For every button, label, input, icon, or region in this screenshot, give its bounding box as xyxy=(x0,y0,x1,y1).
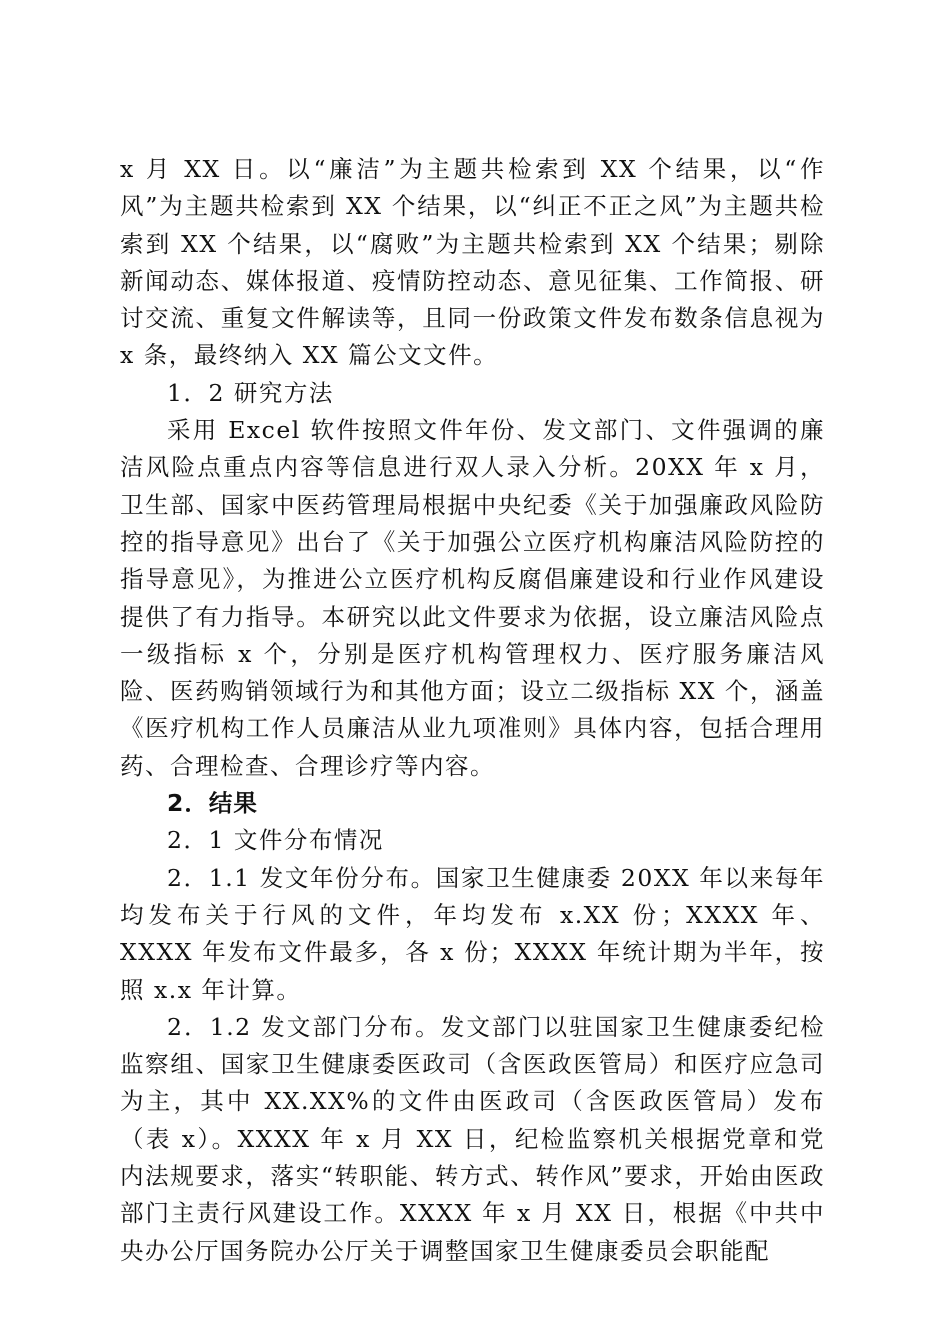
paragraph-search-results: x 月 XX 日。以“廉洁”为主题共检索到 XX 个结果，以“作风”为主题共检索到 XX 个结果，以“纠正不正之风”为主题共检索到 XX 个结果，以“腐败”为主题共检索到 XX 个结果；剔除新闻动态、媒体报道、疫情防控动态、意见征集、工作简报、研讨交流、重复文件解读等，且同一份政策文件发布数条信息视为 x 条，最终纳入 XX 篇公文文件。 xyxy=(120,155,825,370)
paragraph-department-distribution: 2．1.2 发文部门分布。发文部门以驻国家卫生健康委纪检监察组、国家卫生健康委医政司（含医政医管局）和医疗应急司为主，其中 XX.XX%的文件由医政司（含医政医管局）发布（表 x）。XXXX 年 x 月 XX 日，纪检监察机关根据党章和党内法规要求，落实“转职能、转方式、转作风”要求，开始由医政部门主责行风建设工作。XXXX 年 x 月 XX 日，根据《中共中央办公厅国务院办公厅关于调整国家卫生健康委员会职能配 xyxy=(120,1012,825,1265)
document-body xyxy=(120,151,825,1270)
paragraph-year-distribution: 2．1.1 发文年份分布。国家卫生健康委 20XX 年以来每年均发布关于行风的文件，年均发布 x.XX 份；XXXX 年、XXXX 年发布文件最多，各 x 份；XXXX 年统计期为半年，按照 x.x 年计算。 xyxy=(120,863,825,1004)
paragraph-research-methods: 采用 Excel 软件按照文件年份、发文部门、文件强调的廉洁风险点重点内容等信息进行双人录入分析。20XX 年 x 月，卫生部、国家中医药管理局根据中央纪委《关于加强廉政风险防控的指导意见》出台了《关于加强公立医疗机构廉洁风险防控的指导意见》，为推进公立医疗机构反腐倡廉建设和行业作风建设提供了有力指导。本研究以此文件要求为依据，设立廉洁风险点一级指标 x 个，分别是医疗机构管理权力、医疗服务廉洁风险、医药购销领域行为和其他方面；设立二级指标 XX 个，涵盖《医疗机构工作人员廉洁从业九项准则》具体内容，包括合理用药、合理检查、合理诊疗等内容。 xyxy=(120,416,825,780)
section-heading-results: 2．结果 xyxy=(167,789,258,818)
section-heading-file-distribution: 2．1 文件分布情况 xyxy=(167,826,384,855)
section-heading-research-methods: 1．2 研究方法 xyxy=(167,378,334,407)
